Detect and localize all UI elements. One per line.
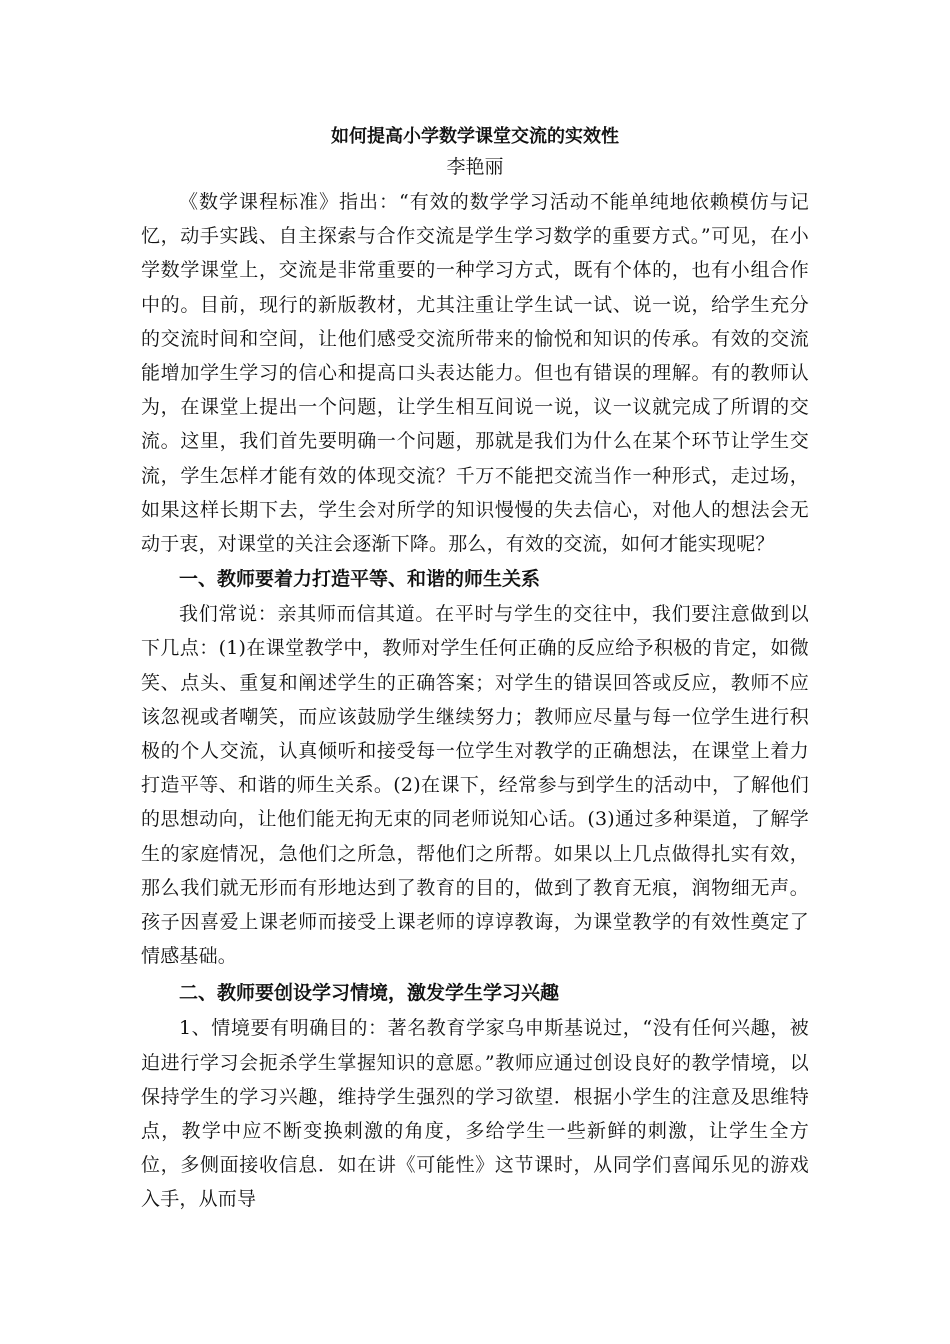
intro-paragraph: 《数学课程标准》指出：“有效的数学学习活动不能单纯地依赖模仿与记忆，动手实践、自主探索与合作交流是学生学习数学的重要方式。”可见，在小学数学课堂上，交流是非常重要的一种学习方式，既有个体的，也有小组合作中的。目前，现行的新版教材，尤其注重让学生试一试、说一说，给学生充分的交流时间和空间，让他们感受交流所带来的愉悦和知识的传承。有效的交流能增加学生学习的信心和提高口头表达能力。但也有错误的理解。有的教师认为，在课堂上提出一个问题，让学生相互间说一说，议一议就完成了所谓的交流。这里，我们首先要明确一个问题，那就是我们为什么在某个环节让学生交流，学生怎样才能有效的体现交流？千万不能把交流当作一种形式，走过场，如果这样长期下去，学生会对所学的知识慢慢的失去信心，对他人的想法会无动于衷，对课堂的关注会逐渐下降。那么，有效的交流，如何才能实现呢？ — [141, 191, 809, 556]
document-title: 如何提高小学数学课堂交流的实效性 — [331, 126, 619, 147]
section-1-heading: 一、教师要着力打造平等、和谐的师生关系 — [179, 568, 541, 591]
section-2-paragraph: 1、情境要有明确目的：著名教育学家乌申斯基说过，“没有任何兴趣，被迫进行学习会扼杀学生掌握知识的意愿。”教师应通过创设良好的教学情境，以保持学生的学习兴趣，维持学生强烈的学习欲望．根据小学生的注意及思维特点，教学中应不断变换刺激的角度，多给学生一些新鲜的刺激，让学生全方位，多侧面接收信息．如在讲《可能性》这节课时，从同学们喜闻乐见的游戏入手，从而导 — [141, 1017, 809, 1211]
section-2-heading: 二、教师要创设学习情境，激发学生学习兴趣 — [179, 982, 560, 1005]
document-author: 李艳丽 — [446, 156, 504, 178]
section-1-paragraph: 我们常说：亲其师而信其道。在平时与学生的交往中，我们要注意做到以下几点：(1)在课堂教学中，教师对学生任何正确的反应给予积极的肯定，如微笑、点头、重复和阐述学生的正确答案；对学生的错误回答或反应，教师不应该忽视或者嘲笑，而应该鼓励学生继续努力；教师应尽量与每一位学生进行积极的个人交流，认真倾听和接受每一位学生对教学的正确想法，在课堂上着力打造平等、和谐的师生关系。(2)在课下，经常参与到学生的活动中，了解他们的思想动向，让他们能无拘无束的同老师说知心话。(3)通过多种渠道，了解学生的家庭情况，急他们之所急，帮他们之所帮。如果以上几点做得扎实有效，那么我们就无形而有形地达到了教育的目的，做到了教育无痕，润物细无声。孩子因喜爱上课老师而接受上课老师的谆谆教诲，为课堂教学的有效性奠定了情感基础。 — [141, 603, 809, 968]
document-content — [141, 122, 809, 1217]
